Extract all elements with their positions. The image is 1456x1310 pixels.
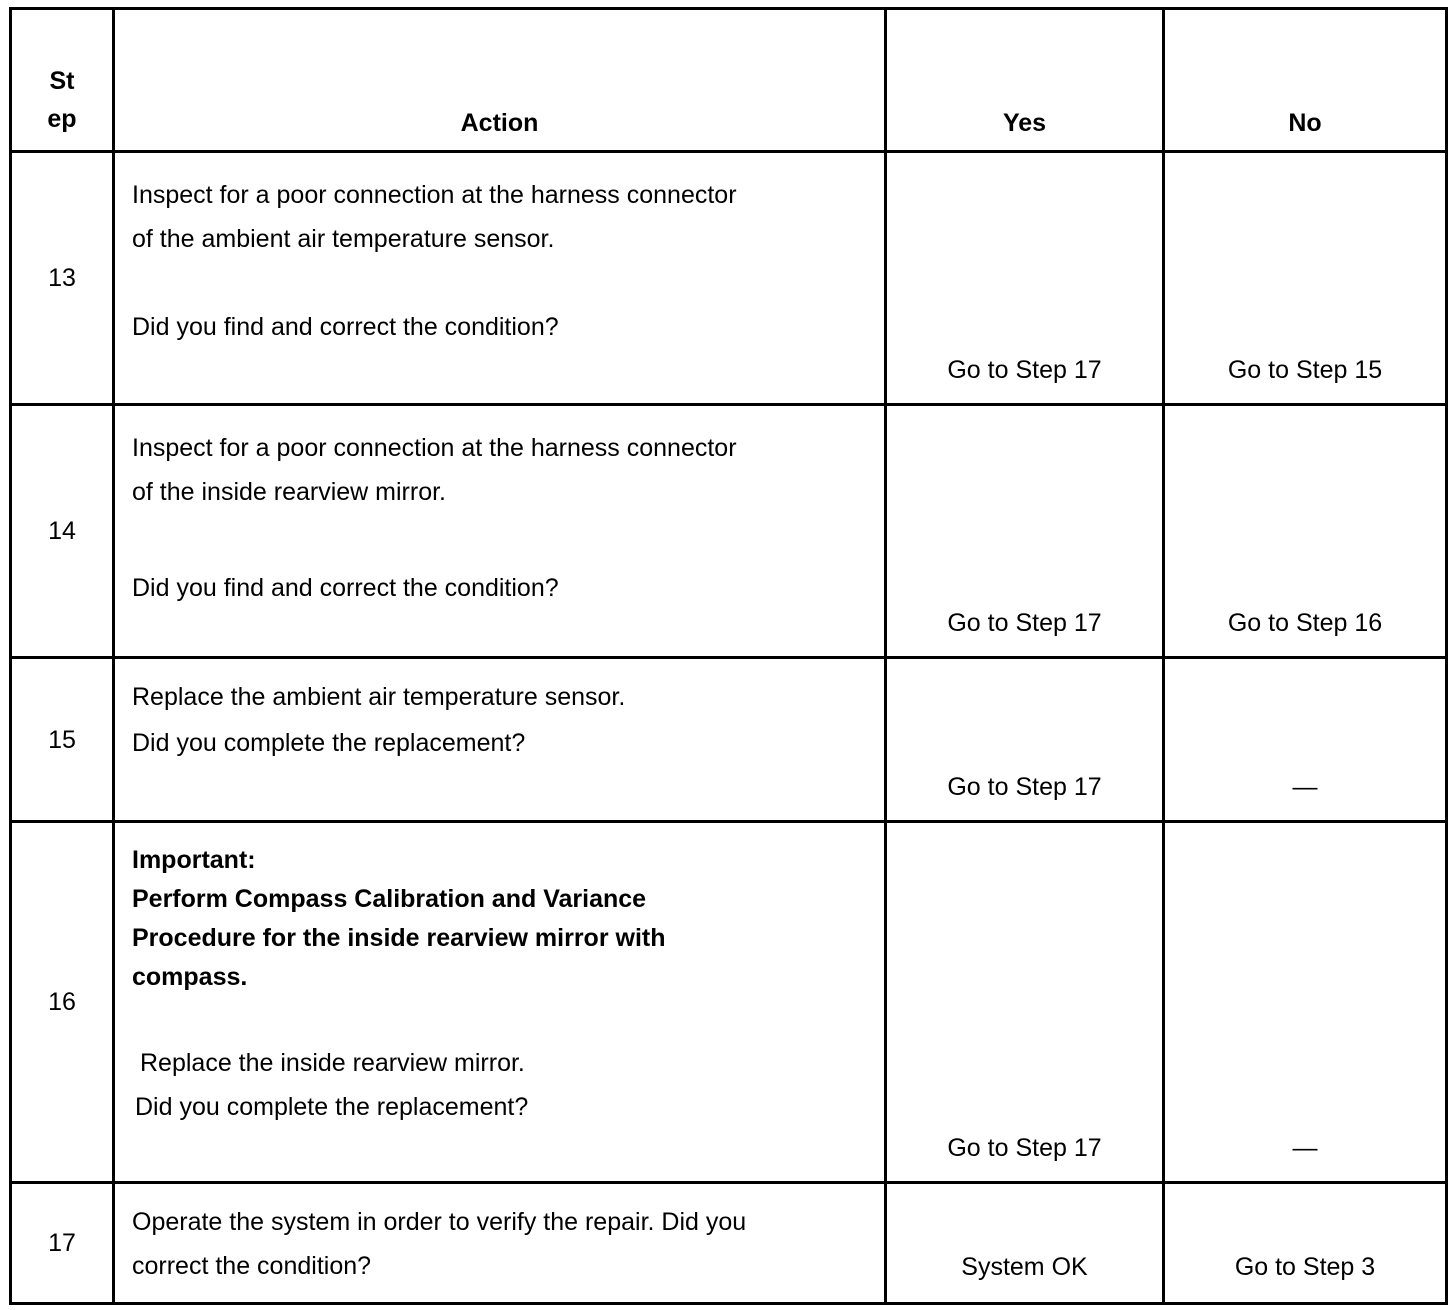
yes-cell: System OK xyxy=(886,1183,1164,1304)
action-line: Replace the ambient air temperature sensor. xyxy=(132,683,626,711)
action-cell xyxy=(114,658,886,822)
action-cell xyxy=(114,822,886,1183)
header-step xyxy=(11,9,114,152)
action-line: Operate the system in order to verify the repair. Did you xyxy=(132,1208,747,1236)
important-note-line: compass. xyxy=(132,963,248,991)
no-cell: Go to Step 16 xyxy=(1164,405,1447,658)
action-question: correct the condition? xyxy=(132,1252,372,1280)
table-row xyxy=(11,1183,1447,1304)
yes-cell: Go to Step 17 xyxy=(886,405,1164,658)
action-line: Replace the inside rearview mirror. xyxy=(140,1049,525,1077)
header-action: Action xyxy=(114,9,886,152)
action-line: of the ambient air temperature sensor. xyxy=(132,225,555,253)
action-line: of the inside rearview mirror. xyxy=(132,478,447,506)
step-number: 15 xyxy=(11,658,114,822)
header-step-line1: St xyxy=(49,67,75,95)
step-number: 13 xyxy=(11,152,114,405)
yes-cell: Go to Step 17 xyxy=(886,822,1164,1183)
no-cell: — xyxy=(1164,658,1447,822)
action-cell xyxy=(114,405,886,658)
header-row xyxy=(11,9,1447,152)
important-label: Important: xyxy=(132,846,256,874)
action-question: Did you complete the replacement? xyxy=(132,729,526,757)
action-line: Inspect for a poor connection at the harness connector xyxy=(132,434,737,462)
diagnostic-table xyxy=(9,7,1448,1305)
action-cell xyxy=(114,1183,886,1304)
action-question: Did you find and correct the condition? xyxy=(132,313,559,341)
no-cell: Go to Step 15 xyxy=(1164,152,1447,405)
no-cell: — xyxy=(1164,822,1447,1183)
yes-cell: Go to Step 17 xyxy=(886,152,1164,405)
yes-cell: Go to Step 17 xyxy=(886,658,1164,822)
step-number: 16 xyxy=(11,822,114,1183)
table-row xyxy=(11,658,1447,822)
no-cell: Go to Step 3 xyxy=(1164,1183,1447,1304)
action-line: Inspect for a poor connection at the harness connector xyxy=(132,181,737,209)
table-row xyxy=(11,405,1447,658)
important-note-line: Procedure for the inside rearview mirror with xyxy=(132,924,666,952)
action-question: Did you find and correct the condition? xyxy=(132,574,559,602)
action-question: Did you complete the replacement? xyxy=(135,1093,529,1121)
header-no: No xyxy=(1164,9,1447,152)
header-yes: Yes xyxy=(886,9,1164,152)
step-number: 14 xyxy=(11,405,114,658)
action-cell xyxy=(114,152,886,405)
table-row xyxy=(11,152,1447,405)
table-row xyxy=(11,822,1447,1183)
important-note-line: Perform Compass Calibration and Variance xyxy=(132,885,647,913)
step-number: 17 xyxy=(11,1183,114,1304)
header-step-line2: ep xyxy=(47,105,77,133)
